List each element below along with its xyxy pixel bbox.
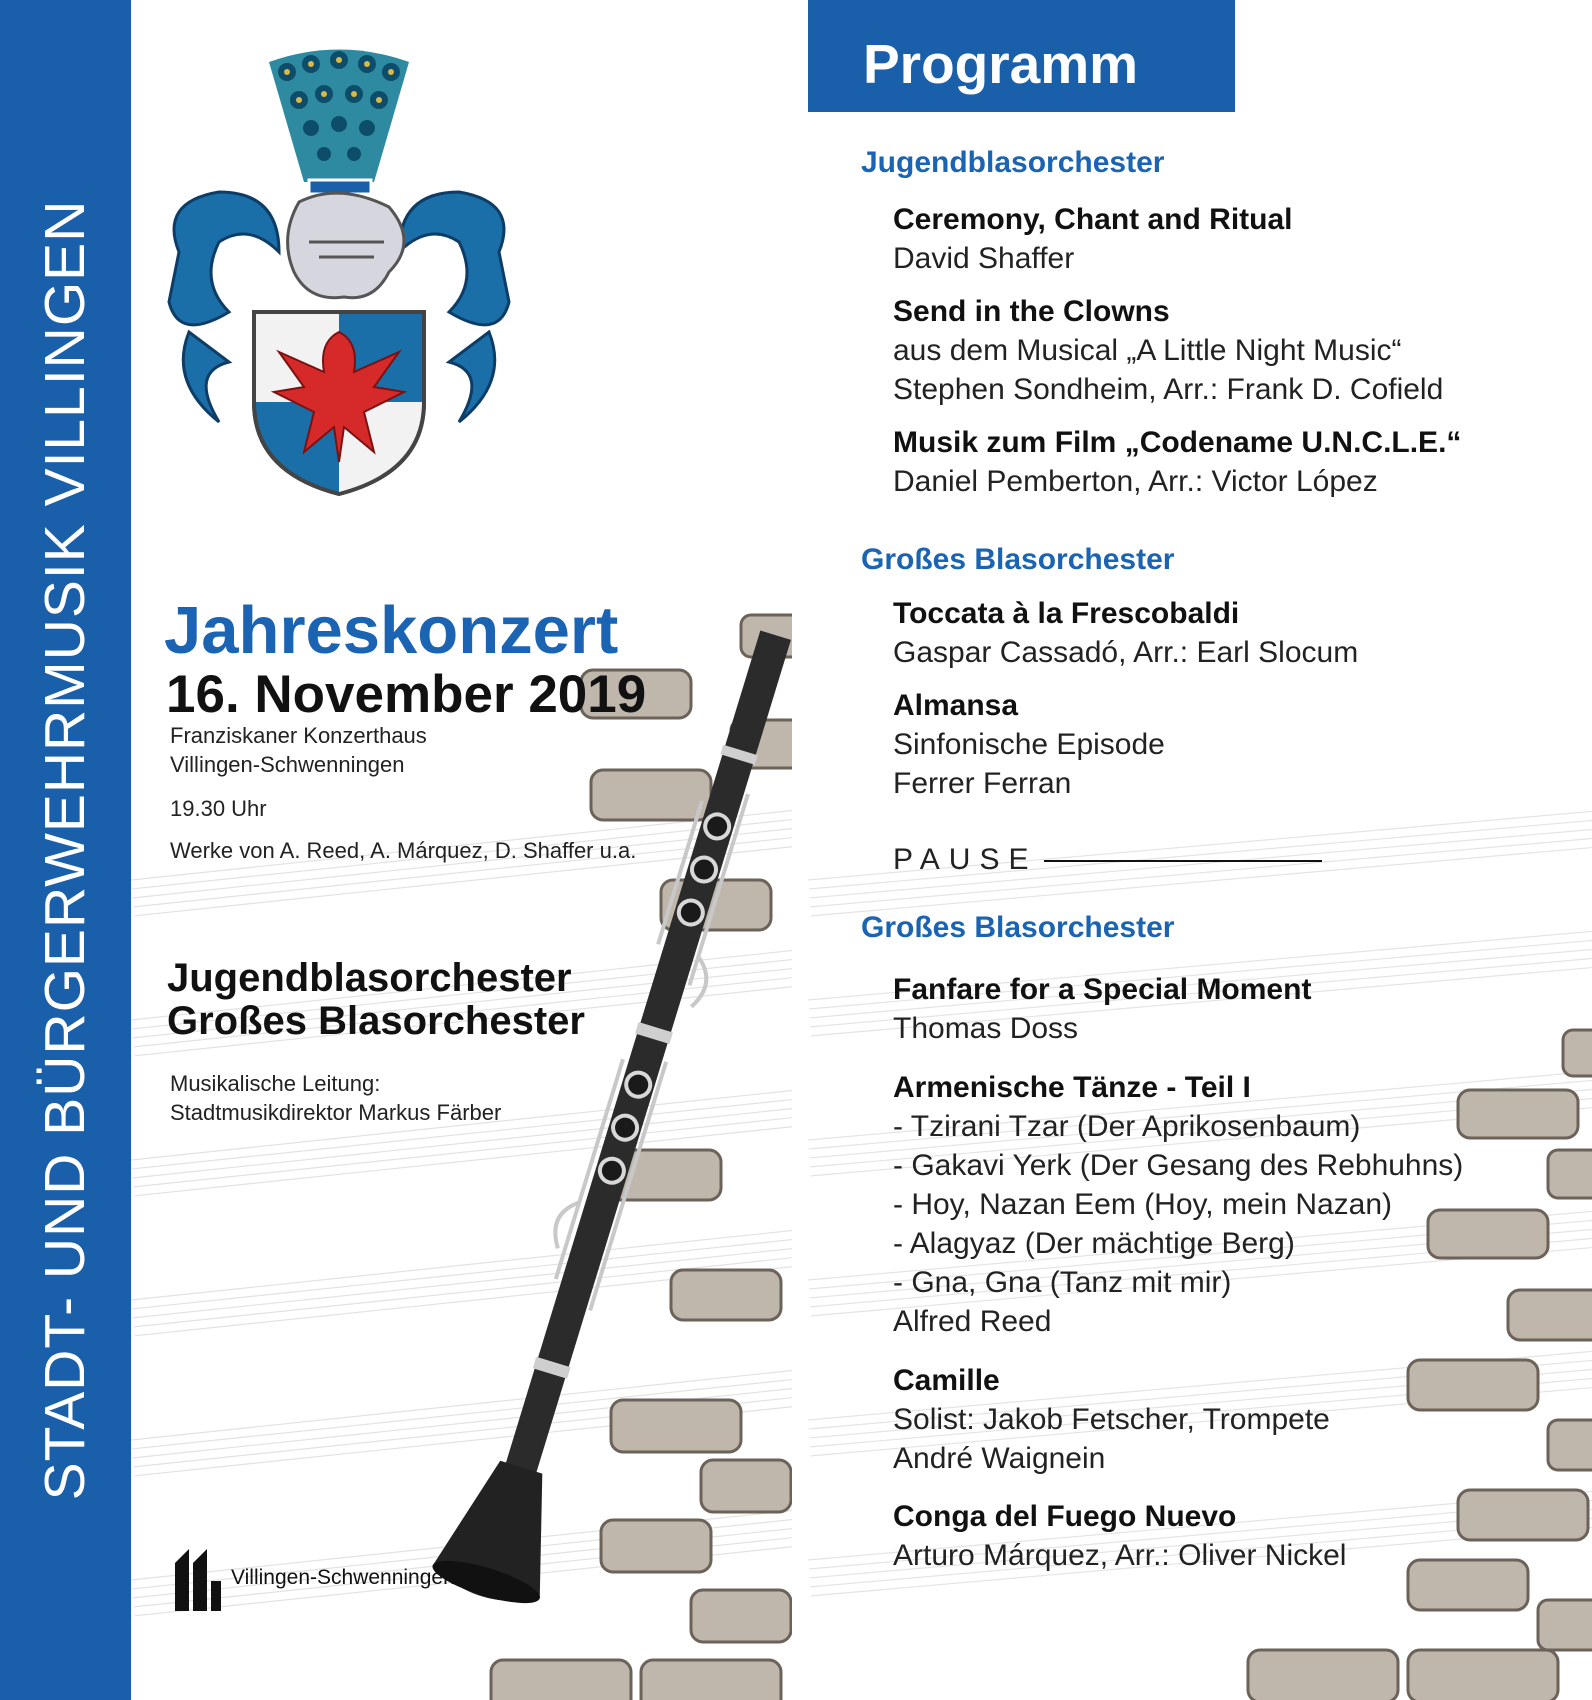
piece-title-1: Ceremony, Chant and Ritual [893, 203, 1293, 236]
piece-detail-2a: aus dem Musical „A Little Night Music“ [893, 334, 1402, 367]
section-heading-1: Jugendblasorchester [861, 146, 1165, 179]
piece-detail-7e: - Gna, Gna (Tanz mit mir) [893, 1266, 1232, 1299]
piece-title-5: Almansa [893, 689, 1019, 722]
coat-of-arms-icon [159, 42, 519, 502]
cover-panel [131, 0, 792, 1700]
piece-detail-5a: Sinfonische Episode [893, 728, 1165, 761]
piece-detail-1a: David Shaffer [893, 242, 1075, 275]
city-logo-text: Villingen-Schwenningen [231, 1566, 455, 1589]
section-heading-3: Großes Blasorchester [861, 911, 1175, 944]
side-banner-text: STADT- UND BÜRGERWEHRMUSIK VILLINGEN [33, 199, 97, 1501]
piece-detail-8b: André Waignein [893, 1442, 1106, 1475]
piece-detail-2b: Stephen Sondheim, Arr.: Frank D. Cofield [893, 373, 1444, 406]
piece-detail-7a: - Tzirani Tzar (Der Aprikosenbaum) [893, 1110, 1361, 1143]
venue-line-1: Franziskaner Konzerthaus [170, 723, 427, 748]
piece-title-2: Send in the Clowns [893, 295, 1170, 328]
works-line: Werke von A. Reed, A. Márquez, D. Shaffer u.a. [170, 838, 637, 863]
side-banner [0, 0, 131, 1700]
program-header [808, 0, 1235, 112]
section-heading-2: Großes Blasorchester [861, 543, 1175, 576]
piece-detail-8a: Solist: Jakob Fetscher, Trompete [893, 1403, 1330, 1436]
pause-divider [1044, 860, 1322, 862]
piece-detail-5b: Ferrer Ferran [893, 767, 1072, 800]
piece-title-4: Toccata à la Frescobaldi [893, 597, 1240, 630]
piece-title-9: Conga del Fuego Nuevo [893, 1500, 1237, 1533]
piece-title-3: Musik zum Film „Codename U.N.C.L.E.“ [893, 426, 1462, 459]
program-heading: Programm [863, 33, 1139, 95]
piece-detail-7d: - Alagyaz (Der mächtige Berg) [893, 1227, 1295, 1260]
piece-detail-7f: Alfred Reed [893, 1305, 1052, 1338]
program-panel [808, 0, 1592, 1700]
piece-detail-7c: - Hoy, Nazan Eem (Hoy, mein Nazan) [893, 1188, 1393, 1221]
leader-name: Stadtmusikdirektor Markus Färber [170, 1100, 502, 1125]
concert-date: 16. November 2019 [166, 665, 647, 724]
orchestra-name-2: Großes Blasorchester [167, 999, 585, 1043]
clarinet-image [421, 610, 792, 1700]
piece-detail-6a: Thomas Doss [893, 1012, 1079, 1045]
orchestra-name-1: Jugendblasorchester [167, 956, 572, 1000]
concert-title: Jahreskonzert [164, 593, 619, 668]
pause-label: PAUSE [893, 843, 1038, 876]
piece-title-6: Fanfare for a Special Moment [893, 973, 1312, 1006]
piece-detail-4a: Gaspar Cassadó, Arr.: Earl Slocum [893, 636, 1359, 669]
piece-detail-9a: Arturo Márquez, Arr.: Oliver Nickel [893, 1539, 1347, 1572]
city-logo-icon [175, 1549, 225, 1611]
piece-detail-7b: - Gakavi Yerk (Der Gesang des Rebhuhns) [893, 1149, 1464, 1182]
venue-line-2: Villingen-Schwenningen [170, 752, 405, 777]
concert-time: 19.30 Uhr [170, 796, 267, 821]
piece-detail-3a: Daniel Pemberton, Arr.: Victor López [893, 465, 1378, 498]
piece-title-8: Camille [893, 1364, 1000, 1397]
fold-gutter [792, 0, 808, 1700]
leader-label: Musikalische Leitung: [170, 1071, 381, 1096]
piece-title-7: Armenische Tänze - Teil I [893, 1071, 1251, 1104]
